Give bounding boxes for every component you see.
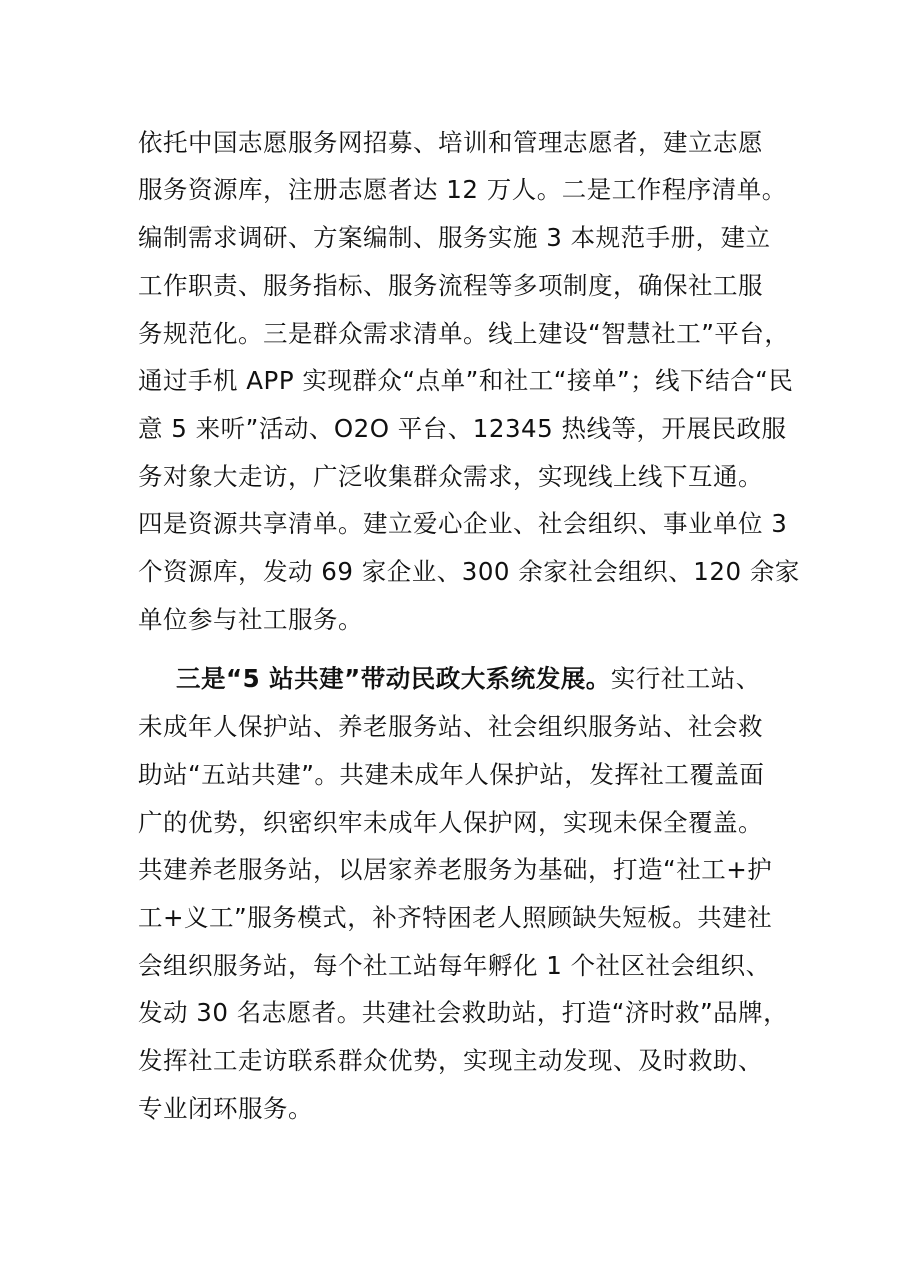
paragraph-line: 务规范化。三是群众需求清单。线上建设“智慧社工”平台， [138, 319, 790, 348]
paragraph-line-rest: 实行社工站、 [610, 664, 761, 693]
paragraph-line: 发挥社工走访联系群众优势，实现主动发现、及时救助、 [138, 1046, 763, 1075]
paragraph-line: 务对象大走访，广泛收集群众需求，实现线上线下互通。 [138, 462, 763, 491]
paragraph-line: 助站“五站共建”。共建未成年人保护站，发挥社工覆盖面 [138, 760, 765, 789]
paragraph-line: 共建养老服务站，以居家养老服务为基础，打造“社工+护 [138, 855, 773, 884]
paragraph-heading: 三是“5 站共建”带动民政大系统发展。 [176, 664, 611, 693]
paragraph-line: 意 5 来听”活动、O2O 平台、12345 热线等，开展民政服 [138, 414, 787, 443]
paragraph-first-line [176, 664, 761, 693]
paragraph-line: 会组织服务站，每个社工站每年孵化 1 个社区社会组织、 [138, 951, 771, 980]
paragraph-line: 工作职责、服务指标、服务流程等多项制度，确保社工服 [138, 271, 763, 300]
paragraph-line: 编制需求调研、方案编制、服务实施 3 本规范手册，建立 [138, 223, 771, 252]
paragraph-line: 专业闭环服务。 [138, 1094, 313, 1123]
paragraph-line: 未成年人保护站、养老服务站、社会组织服务站、社会救 [138, 712, 763, 741]
paragraph-line: 单位参与社工服务。 [138, 605, 363, 634]
paragraph-line: 工+义工”服务模式，补齐特困老人照顾缺失短板。共建社 [138, 903, 773, 932]
paragraph-line: 个资源库，发动 69 家企业、300 余家社会组织、120 余家 [138, 557, 800, 586]
paragraph-line: 四是资源共享清单。建立爱心企业、社会组织、事业单位 3 [138, 509, 788, 538]
paragraph-line: 通过手机 APP 实现群众“点单”和社工“接单”；线下结合“民 [138, 366, 794, 395]
paragraph-line: 广的优势，织密织牢未成年人保护网，实现未保全覆盖。 [138, 808, 763, 837]
paragraph-line: 发动 30 名志愿者。共建社会救助站，打造“济时救”品牌， [138, 998, 789, 1027]
paragraph-line: 依托中国志愿服务网招募、培训和管理志愿者，建立志愿 [138, 128, 763, 157]
paragraph-line: 服务资源库，注册志愿者达 12 万人。二是工作程序清单。 [138, 175, 787, 204]
